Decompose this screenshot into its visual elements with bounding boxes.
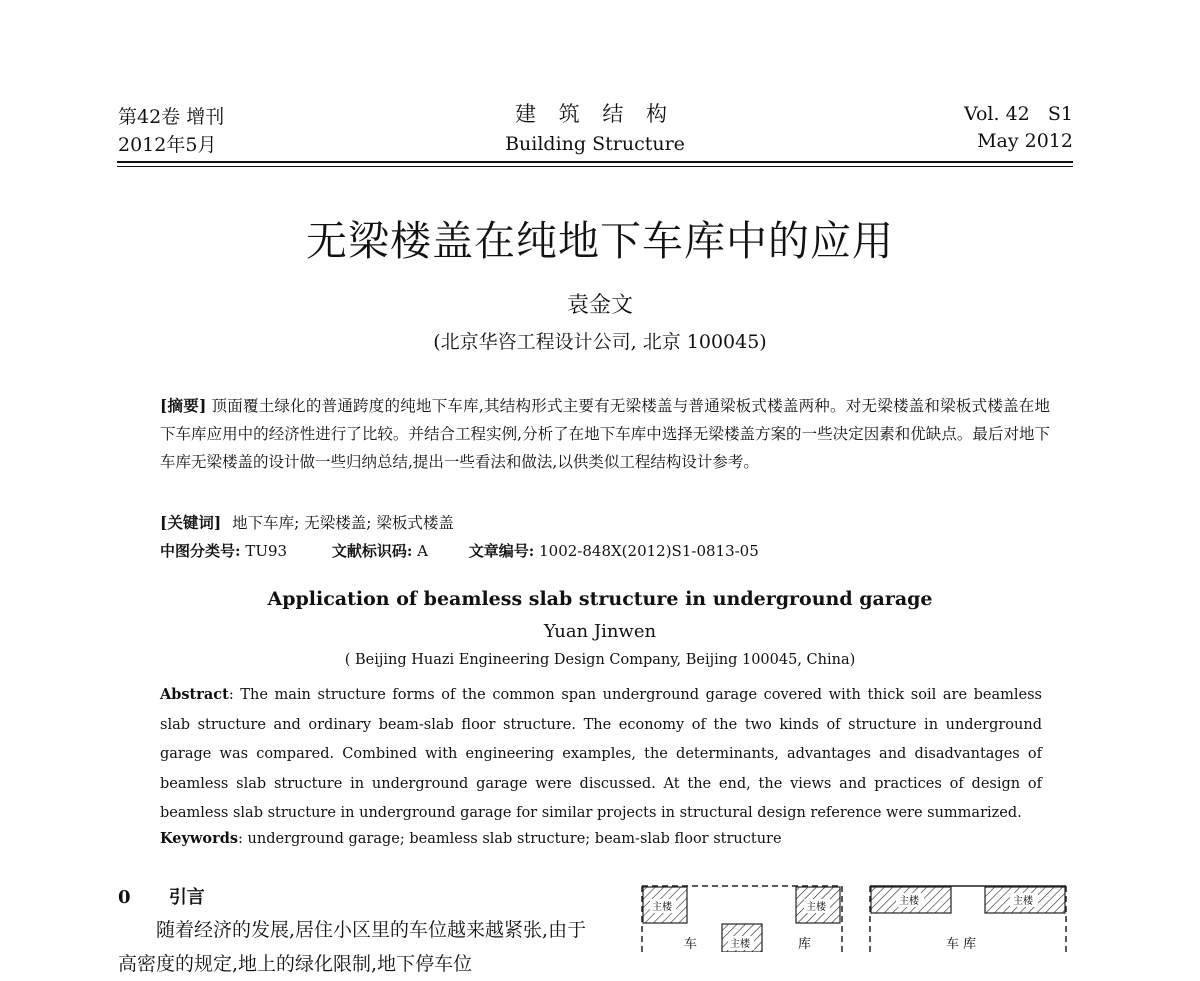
doc-code-label: 文献标识码: [331, 542, 413, 560]
label-main-1: 主楼 [652, 902, 672, 913]
header-rule-thin [117, 166, 1073, 167]
abstract-en [160, 680, 1042, 829]
label-main-5: 主楼 [1013, 896, 1033, 907]
label-cheku: 车 库 [946, 937, 977, 952]
header-vol-en: Vol. 42 S1 [964, 103, 1073, 125]
classification-line [160, 540, 759, 561]
header-journal-en: Building Structure [505, 133, 685, 155]
keywords-en [160, 830, 782, 847]
paper-author: 袁金文 [566, 293, 633, 318]
abstract-cn [160, 392, 1050, 476]
abstract-cn-label: [摘要] [160, 396, 207, 415]
label-che: 车 [684, 937, 698, 952]
label-main-3: 主楼 [730, 939, 750, 950]
label-ku: 库 [798, 937, 812, 952]
keywords-en-label: Keywords [160, 830, 239, 847]
header-journal-cn: 建 筑 结 构 [514, 102, 676, 126]
keywords-cn-label: [关键词] [160, 513, 222, 532]
floor-plan-figure [630, 878, 1080, 952]
header-volume: 第42卷 增刊 [118, 106, 225, 128]
keywords-cn [160, 511, 454, 533]
label-main-2: 主楼 [806, 902, 826, 913]
doc-code-value: A [417, 542, 429, 560]
clc-value: TU93 [245, 542, 288, 560]
abstract-cn-text: 顶面覆土绿化的普通跨度的纯地下车库,其结构形式主要有无梁楼盖与普通梁板式楼盖两种。对无梁楼盖和梁板式楼盖在地下车库应用中的经济性进行了比较。并结合工程实例,分析了在地下车库中选择无梁楼盖方案的一些决定因素和优缺点。最后对地下车库无梁楼盖的设计做一些归纳总结,提出一些看法和做法,以供类似工程结构设计参考。 [160, 397, 1050, 471]
header-date-en: May 2012 [977, 130, 1073, 152]
abstract-en-text: : The main structure forms of the common span underground garage covered with thick soil are beamless slab structure and ordinary beam-slab floor structure. The economy of the two kinds of structure in underground garage was compared. Combined with engineering examples, the determinants, advantages and disadvantages of beamless slab structure in underground garage were discussed. At the end, the views and practices of design of beamless slab structure in underground garage for similar projects in structural design reference were summarized. [160, 687, 1042, 821]
keywords-en-text: : underground garage; beamless slab structure; beam-slab floor structure [238, 831, 782, 847]
plan-right [870, 886, 1066, 952]
paper-affiliation: (北京华咨工程设计公司, 北京 100045) [433, 331, 767, 353]
header-date: 2012年5月 [118, 134, 217, 156]
article-no-value: 1002-848X(2012)S1-0813-05 [539, 542, 759, 560]
english-title: Application of beamless slab structure in underground garage [267, 588, 933, 610]
section-body: 随着经济的发展,居住小区里的车位越来越紧张,由于高密度的规定,地上的绿化限制,地下停车位 [118, 919, 587, 975]
abstract-en-label: Abstract [160, 686, 229, 703]
english-affiliation: ( Beijing Huazi Engineering Design Company, Beijing 100045, China) [344, 652, 856, 668]
keywords-cn-text: 地下车库; 无梁楼盖; 梁板式楼盖 [232, 514, 454, 532]
label-main-4: 主楼 [899, 896, 919, 907]
header-rule-thick [117, 161, 1073, 163]
plan-left [642, 886, 842, 952]
section-heading [118, 883, 205, 909]
section-number: 0 [118, 887, 131, 908]
english-author: Yuan Jinwen [543, 621, 657, 642]
section-title: 引言 [168, 887, 205, 908]
clc-label: 中图分类号: [160, 542, 241, 560]
article-no-label: 文章编号: [468, 542, 535, 560]
paper-title: 无梁楼盖在纯地下车库中的应用 [306, 217, 894, 265]
